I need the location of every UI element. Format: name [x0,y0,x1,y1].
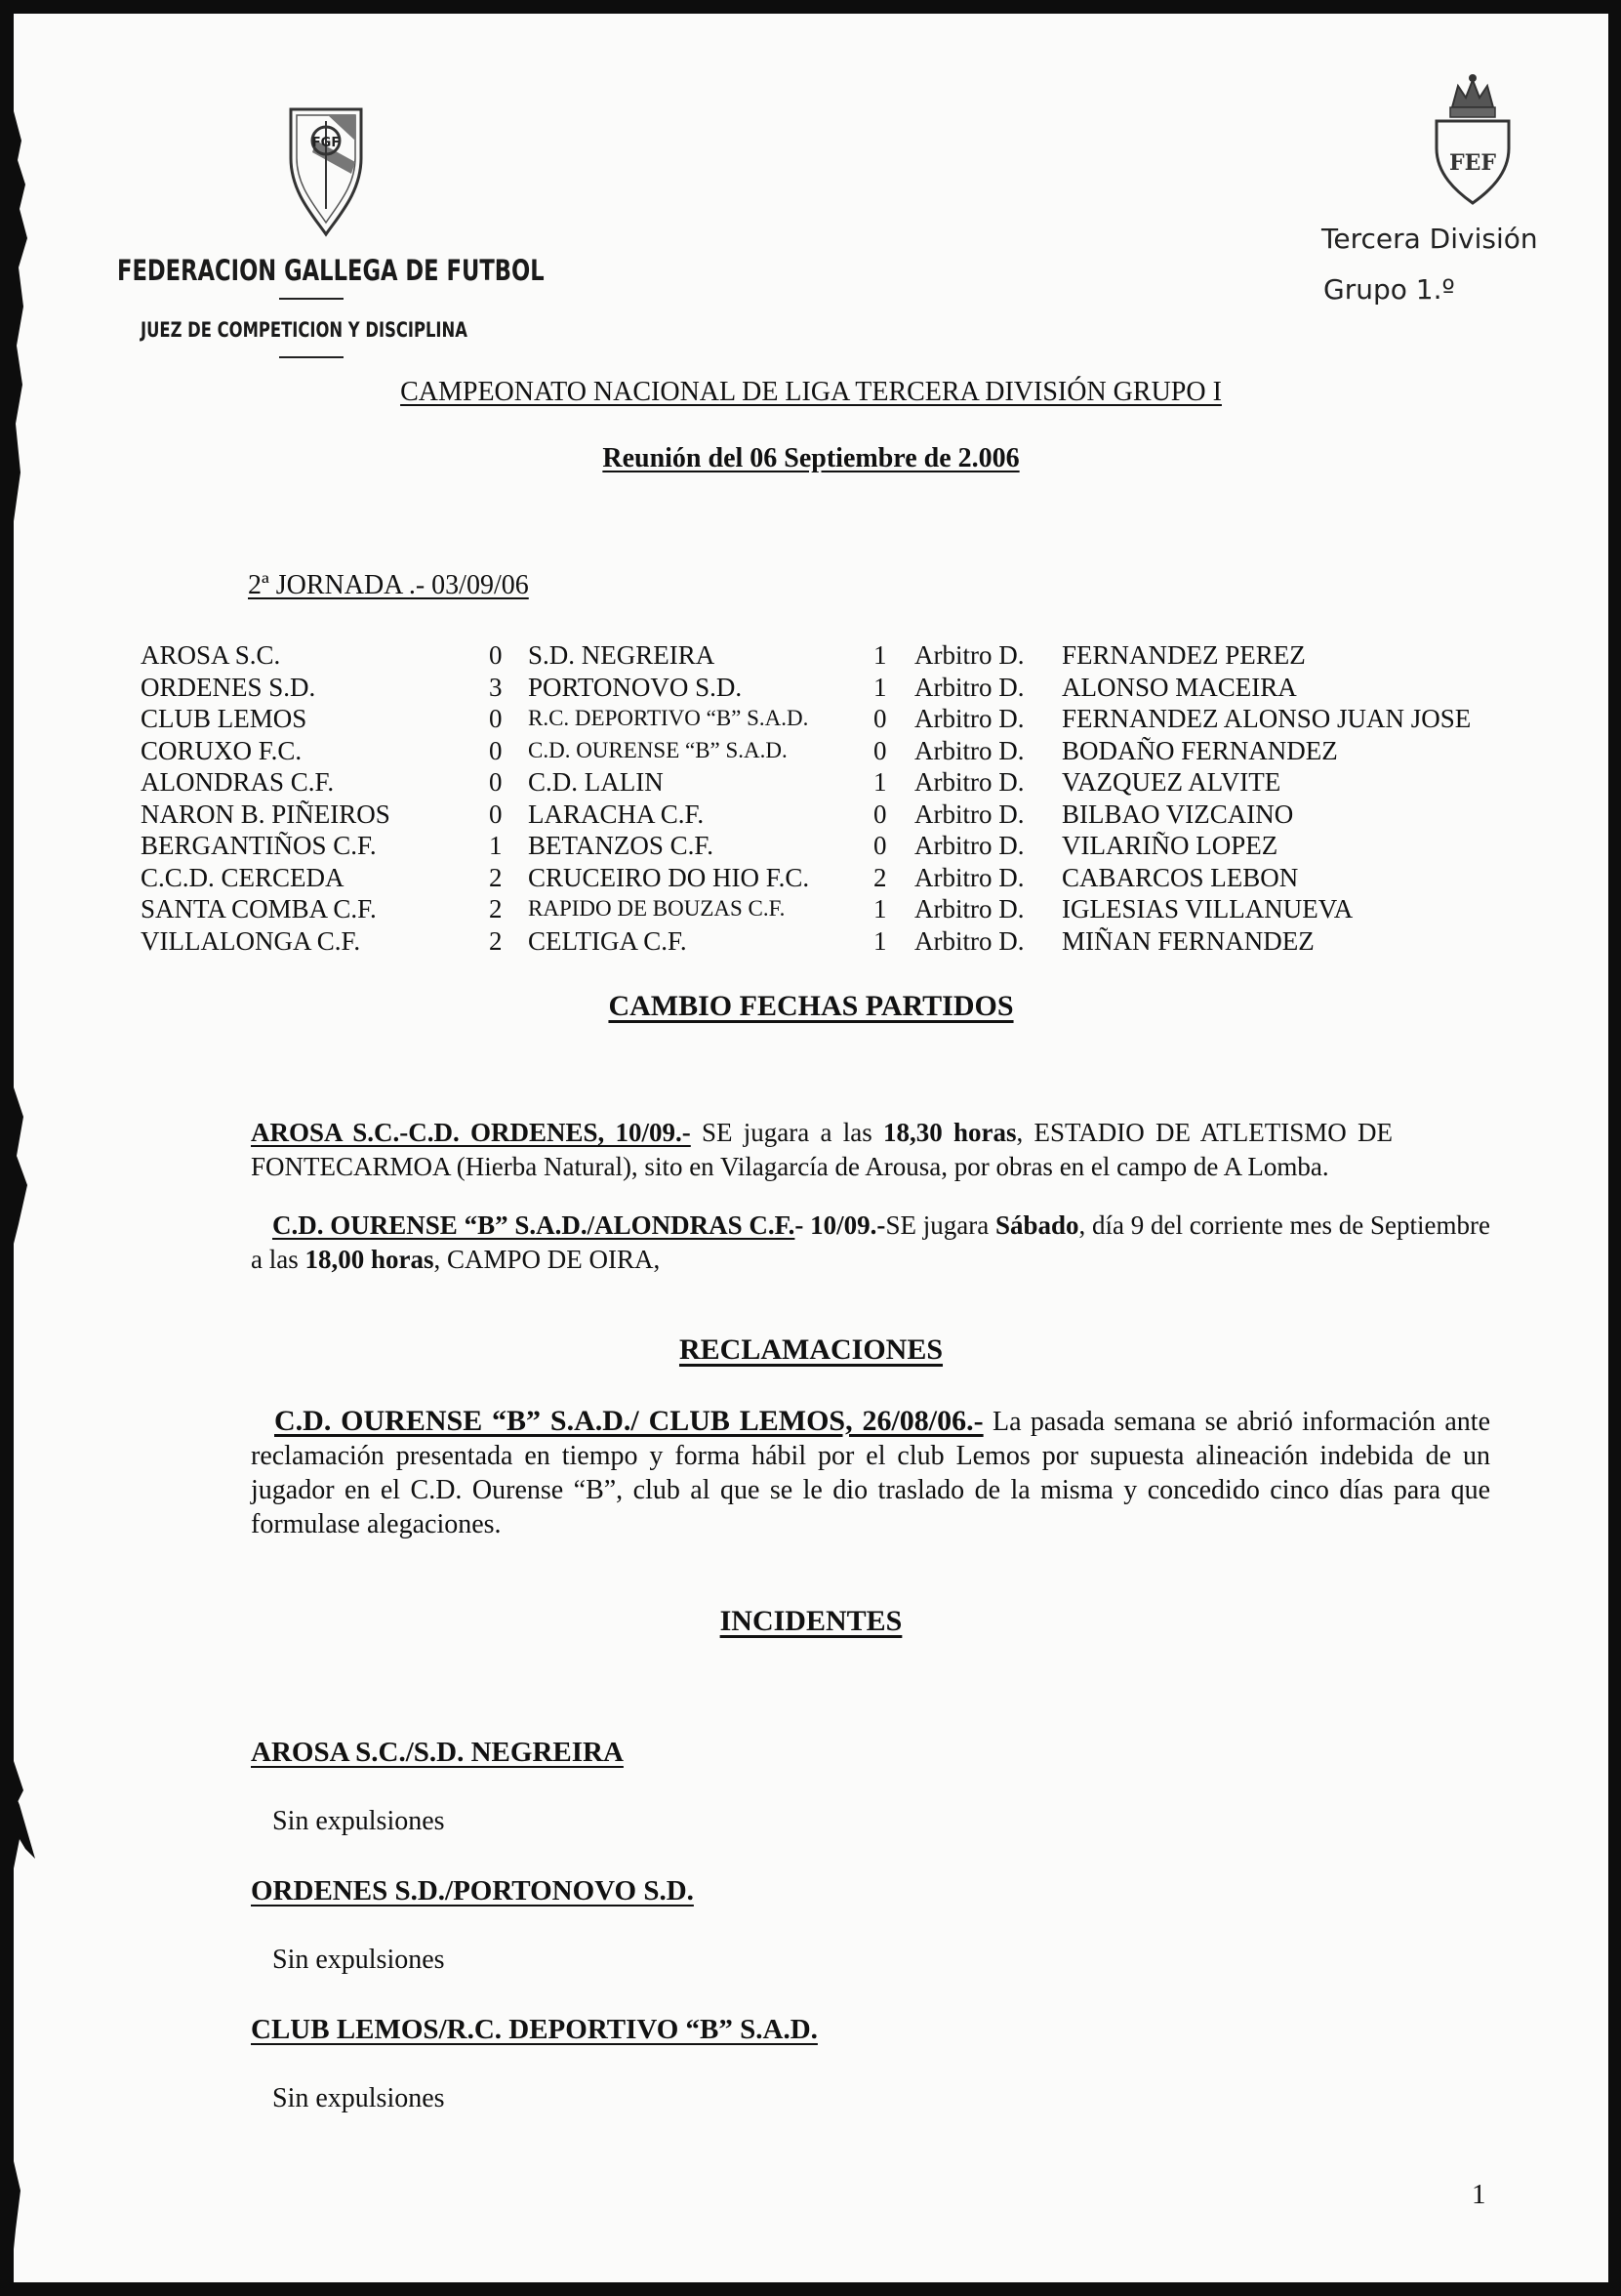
away-score: 0 [873,799,887,829]
away-score: 1 [873,767,887,797]
document-title: CAMPEONATO NACIONAL DE LIGA TERCERA DIVISIÓN GRUPO I [400,377,1222,407]
away-team: LARACHA C.F. [528,799,705,829]
referee-label: Arbitro D. [914,831,1025,860]
home-score: 0 [489,640,503,670]
division-label: Tercera División [1321,223,1538,255]
cambio-item-2 [251,1209,1490,1277]
home-score: 3 [489,672,503,702]
away-score: 0 [873,704,887,733]
home-score: 2 [489,862,503,892]
svg-text:FEF: FEF [1448,150,1497,176]
referee-label: Arbitro D. [914,799,1025,829]
referee-name: CABARCOS LEBON [1062,862,1299,892]
federation-crown-logo [1429,72,1517,209]
match-label: C.D. OURENSE “B” S.A.D./ALONDRAS C.F. [272,1210,795,1240]
away-team: RAPIDO DE BOUZAS C.F. [528,896,786,921]
match-label: AROSA S.C.-C.D. ORDENES, 10/09.- [251,1118,691,1147]
results-table [141,639,1471,957]
away-team: C.D. LALIN [528,767,664,797]
away-team: CELTIGA C.F. [528,925,687,956]
time: 18,00 horas [304,1245,434,1274]
meeting-date: Reunión del 06 Septiembre de 2.006 [602,443,1020,473]
referee-label: Arbitro D. [914,735,1025,765]
away-score: 1 [873,672,887,702]
away-team: S.D. NEGREIRA [528,640,715,670]
home-score: 0 [489,735,503,765]
referee-name: FERNANDEZ ALONSO JUAN JOSE [1062,704,1472,733]
away-score: 1 [873,925,887,956]
page-number: 1 [1472,2179,1486,2210]
cambio-item-1 [251,1116,1393,1184]
incident-note: Sin expulsiones [272,2083,445,2113]
home-team: VILLALONGA C.F. [141,925,361,956]
table-row [141,799,1471,831]
referee-name: IGLESIAS VILLANUEVA [1062,894,1354,923]
federation-name: FEDERACION GALLEGA DE FUTBOL [117,254,545,287]
home-score: 0 [489,704,503,733]
incidentes-heading: INCIDENTES [719,1605,903,1637]
referee-label: Arbitro D. [914,704,1025,733]
referee-name: BODAÑO FERNANDEZ [1062,735,1338,765]
away-team: R.C. DEPORTIVO “B” S.A.D. [528,706,809,730]
home-score: 1 [489,831,503,860]
referee-label: Arbitro D. [914,862,1025,892]
away-score: 2 [873,862,887,892]
home-team: BERGANTIÑOS C.F. [141,831,377,860]
group-label: Grupo 1.º [1323,273,1455,306]
incident-match: ORDENES S.D./PORTONOVO S.D. [251,1875,694,1906]
away-score: 1 [873,640,887,670]
cambio-heading: CAMBIO FECHAS PARTIDOS [608,990,1014,1022]
text: SE jugara [885,1210,995,1240]
time: 18,30 horas [882,1118,1017,1147]
home-team: ORDENES S.D. [141,672,316,702]
text: La pasada semana se abrió información ante reclamación presentada en tiempo y forma hábil por el club Lemos por supuesta alineación indebida de un jugador en el C.D. Ourense “B”, club al que se le dio traslado de la misma y concedido cinco días para que formulase alegaciones. [251,1407,1490,1539]
match-label: C.D. OURENSE “B” S.A.D./ CLUB LEMOS, 26/08/06.- [274,1405,984,1437]
text: , ESTADIO DE ATLETISMO DE FONTECARMOA (Hierba Natural), sito en Vilagarcía de Arousa, por obras en el campo de A Lomba. [251,1118,1393,1181]
home-score: 2 [489,925,503,956]
divider [279,356,344,358]
divider [279,298,344,300]
table-row [141,639,1471,672]
home-team: NARON B. PIÑEIROS [141,799,390,829]
home-score: 0 [489,799,503,829]
table-row [141,830,1471,862]
referee-name: VAZQUEZ ALVITE [1062,767,1281,797]
incident-match: AROSA S.C./S.D. NEGREIRA [251,1737,624,1768]
text: , CAMPO DE OIRA, [433,1245,661,1274]
referee-name: VILARIÑO LOPEZ [1062,831,1278,860]
table-row [141,862,1471,894]
table-row [141,672,1471,704]
incident-note: Sin expulsiones [272,1806,445,1836]
away-team: PORTONOVO S.D. [528,672,743,702]
away-team: CRUCEIRO DO HIO F.C. [528,862,810,892]
text: SE jugara a las [690,1118,883,1147]
home-team: CORUXO F.C. [141,735,303,765]
away-team: BETANZOS C.F. [528,831,713,860]
home-score: 0 [489,767,503,797]
jornada-heading: 2ª JORNADA .- 03/09/06 [248,570,529,600]
reclamacion-text [251,1404,1490,1541]
home-score: 2 [489,894,503,923]
table-row [141,925,1471,958]
table-row [141,893,1471,925]
table-row [141,703,1471,735]
referee-label: Arbitro D. [914,640,1025,670]
referee-label: Arbitro D. [914,925,1025,956]
referee-label: Arbitro D. [914,672,1025,702]
referee-name: ALONSO MACEIRA [1062,672,1297,702]
away-team: C.D. OURENSE “B” S.A.D. [528,737,788,762]
svg-text:FGF: FGF [311,136,341,150]
date: - 10/09.- [794,1210,886,1240]
document-page [14,14,1608,2282]
committee-name: JUEZ DE COMPETICION Y DISCIPLINA [141,318,467,342]
table-row [141,735,1471,767]
text: , día 9 del corriente mes de Septiembre a las [251,1210,1490,1274]
away-score: 0 [873,831,887,860]
referee-label: Arbitro D. [914,767,1025,797]
home-team: ALONDRAS C.F. [141,767,335,797]
referee-name: BILBAO VIZCAINO [1062,799,1294,829]
reclamaciones-heading: RECLAMACIONES [678,1333,944,1366]
referee-name: FERNANDEZ PEREZ [1062,640,1306,670]
home-team: SANTA COMBA C.F. [141,894,377,923]
federation-shield-logo [277,102,375,238]
home-team: AROSA S.C. [141,640,281,670]
incident-note: Sin expulsiones [272,1945,445,1975]
home-team: CLUB LEMOS [141,704,307,733]
referee-label: Arbitro D. [914,894,1025,923]
table-row [141,766,1471,799]
away-score: 1 [873,894,887,923]
home-team: C.C.D. CERCEDA [141,862,344,892]
incident-match: CLUB LEMOS/R.C. DEPORTIVO “B” S.A.D. [251,2014,818,2045]
torn-edge [14,14,53,2282]
away-score: 0 [873,735,887,765]
day: Sábado [994,1210,1079,1240]
referee-name: MIÑAN FERNANDEZ [1062,925,1315,956]
